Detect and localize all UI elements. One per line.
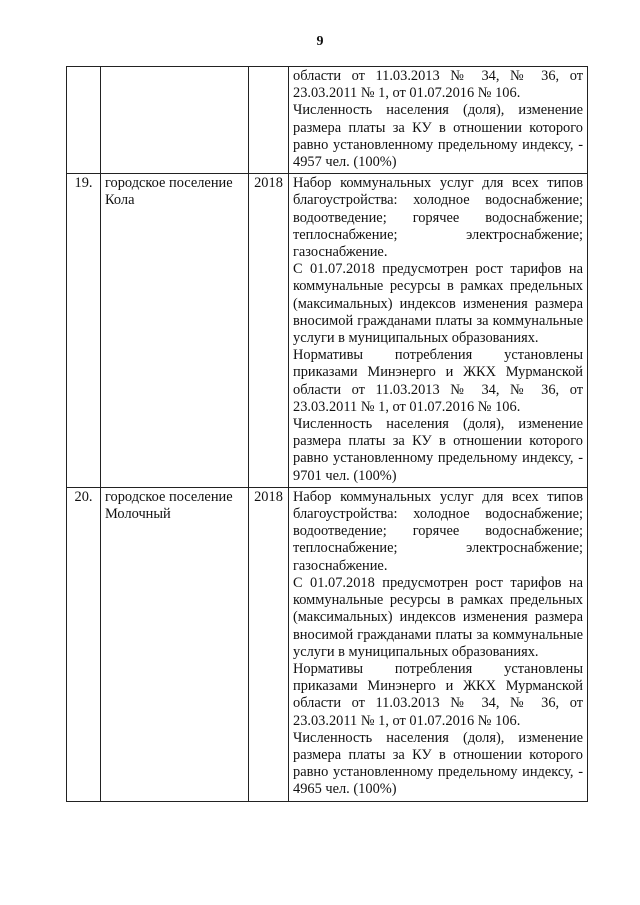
- description-paragraph: С 01.07.2018 предусмотрен рост тарифов на коммунальные ресурсы в рамках предельных (максимальных) индексов изменения размера вносимой гражданами платы за коммунальные услуги в муниципальных образованиях.: [293, 261, 583, 347]
- year-cell: [249, 67, 289, 174]
- year-cell: 2018: [249, 174, 289, 488]
- description-paragraph: Численность населения (доля), изменение размера платы за КУ в отношении которого равно установленному предельному индексу, - 9701 чел. (100%): [293, 416, 583, 484]
- description-paragraph: Нормативы потребления установлены приказами Минэнерго и ЖКХ Мурманской области от 11.03.2013 № 34, № 36, от 23.03.2011 № 1, от 01.07.2016 № 106.: [293, 347, 583, 415]
- municipality-name-cell: городское поселение Кола: [101, 174, 249, 488]
- tariff-table: [66, 66, 588, 802]
- description-paragraph: Набор коммунальных услуг для всех типов благоустройства: холодное водоснабжение; водоотведение; горячее водоснабжение; теплоснабжение; электроснабжение; газоснабжение.: [293, 488, 583, 574]
- description-cell: [289, 174, 588, 488]
- description-paragraph: области от 11.03.2013 № 34, № 36, от 23.03.2011 № 1, от 01.07.2016 № 106.: [293, 68, 583, 102]
- description-paragraph: Численность населения (доля), изменение размера платы за КУ в отношении которого равно установленному предельному индексу, - 4957 чел. (100%): [293, 102, 583, 171]
- municipality-name-cell: [101, 67, 249, 174]
- municipality-name-cell: городское поселение Молочный: [101, 487, 249, 801]
- table-row-20: [67, 487, 588, 801]
- table-row-continuation: [67, 67, 588, 174]
- page-number: 9: [316, 34, 324, 49]
- description-paragraph: Численность населения (доля), изменение размера платы за КУ в отношении которого равно установленному предельному индексу, - 4965 чел. (100%): [293, 729, 583, 798]
- description-paragraph: Набор коммунальных услуг для всех типов благоустройства: холодное водоснабжение; водоотведение; горячее водоснабжение; теплоснабжение; электроснабжение; газоснабжение.: [293, 175, 583, 261]
- table-row-19: [67, 174, 588, 488]
- description-paragraph: С 01.07.2018 предусмотрен рост тарифов на коммунальные ресурсы в рамках предельных (максимальных) индексов изменения размера вносимой гражданами платы за коммунальные услуги в муниципальных образованиях.: [293, 574, 583, 660]
- row-number-cell: 19.: [67, 174, 101, 488]
- row-number-cell: 20.: [67, 487, 101, 801]
- description-paragraph: Нормативы потребления установлены приказами Минэнерго и ЖКХ Мурманской области от 11.03.2013 № 34, № 36, от 23.03.2011 № 1, от 01.07.2016 № 106.: [293, 660, 583, 729]
- description-cell: [289, 67, 588, 174]
- description-cell: [289, 487, 588, 801]
- year-cell: 2018: [249, 487, 289, 801]
- row-number-cell: [67, 67, 101, 174]
